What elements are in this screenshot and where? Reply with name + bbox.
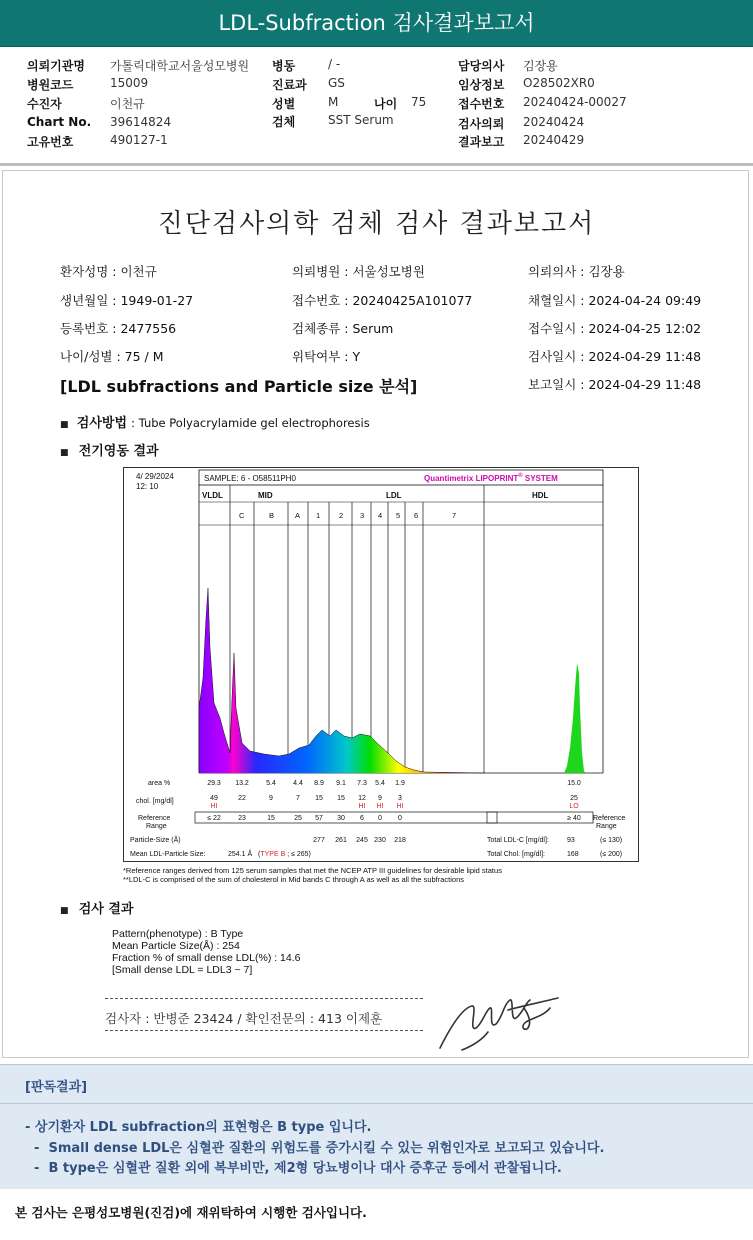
patient-field: 환자성명 : 이천규 (60, 264, 157, 279)
band-c: C (239, 511, 245, 520)
footer-note: 본 검사는 은평성모병원(진검)에 재위탁하여 시행한 검사입니다. (15, 1205, 367, 1220)
patient-field: 검사일시 : 2024-04-29 11:48 (528, 349, 702, 364)
ref-value: 0 (398, 815, 402, 822)
finding-line: - 상기환자 LDL subfraction의 표현형은 B type 입니다. (25, 1120, 372, 1135)
chol-value: 12 (358, 795, 366, 802)
chol-value: 15 (337, 795, 345, 802)
footnote: **LDL-C is comprised of the sum of cholesterol in Mid bands C through A as well as all the subfractions (123, 875, 465, 884)
chol-value: 15 (315, 795, 323, 802)
signature-rule-top (105, 998, 423, 999)
patient-field: 위탁여부 : Y (292, 349, 361, 364)
electrophoresis-trace (199, 588, 586, 773)
chart-footnotes (123, 866, 643, 884)
signature-line: 검사자 : 반병준 23424 / 확인전문의 : 413 이제훈 (105, 1011, 383, 1026)
hdl-chol-value: 25 (570, 795, 578, 802)
ref-value: 15 (267, 815, 275, 822)
particle-size-value: 218 (394, 837, 406, 844)
mean-label: Mean LDL-Particle Size: (130, 851, 206, 858)
ref-value: 25 (294, 815, 302, 822)
ref-value: 57 (315, 815, 323, 822)
hdr-value: SST Serum (328, 113, 394, 127)
hdr-value: 20240424-00027 (523, 95, 627, 109)
mean-type-line: (TYPE B ; ≤ 265) (258, 851, 311, 858)
header-divider (0, 163, 753, 166)
area-label: area % (148, 780, 171, 787)
patient-field: 생년월일 : 1949-01-27 (60, 293, 194, 308)
hdr-label: 접수번호 (458, 97, 505, 111)
band-b: B (269, 511, 275, 520)
report-title-bar (0, 0, 753, 47)
chol-value: 7 (296, 795, 300, 802)
band-mid: MID (258, 491, 273, 500)
hdr-label: 담당의사 (458, 59, 505, 73)
result-item: Fraction % of small dense LDL(%) : 14.6 (112, 952, 301, 964)
signature-rule-bottom (105, 1030, 423, 1031)
hdl-area-value: 15.0 (567, 780, 581, 787)
area-value: 1.9 (395, 780, 405, 787)
area-value: 8.9 (314, 780, 324, 787)
ref-value: ≤ 22 (207, 815, 221, 822)
particle-size-value: 230 (374, 837, 386, 844)
band-hdl: HDL (532, 491, 549, 500)
report-time: 보고일시 : 2024-04-29 11:48 (528, 377, 702, 392)
chart-time: 12: 10 (136, 482, 159, 491)
chol-value: 3 (398, 795, 402, 802)
result-item: [Small dense LDL = LDL3 ~ 7] (112, 964, 253, 976)
patient-field: 의뢰의사 : 김장용 (528, 264, 625, 279)
finding-line: - Small dense LDL은 심혈관 질환의 위험도를 증가시킬 수 있는 위험인자로 보고되고 있습니다. (25, 1141, 605, 1156)
area-value: 4.4 (293, 780, 303, 787)
chart-brand: Quantimetrix LIPOPRINT® SYSTEM (424, 473, 558, 483)
patient-field: 검체종류 : Serum (292, 321, 394, 336)
patient-field: 접수일시 : 2024-04-25 12:02 (528, 321, 702, 336)
hdr-label: 결과보고 (458, 135, 505, 149)
particle-size-value: 245 (356, 837, 368, 844)
lipoprint-table (130, 780, 625, 858)
band-2: 2 (339, 511, 344, 520)
report-sheet-title: 진단검사의학 검체 검사 결과보고서 (157, 209, 596, 239)
electrophoresis-plot (124, 468, 640, 863)
method-label: 검사방법 (76, 416, 128, 431)
hdr-value: 15009 (110, 76, 149, 90)
chol-value: 9 (378, 795, 382, 802)
hdr-value: 20240424 (523, 115, 585, 129)
ref-label-1: Reference (138, 815, 171, 822)
report-title: LDL-Subfraction 검사결과보고서 (218, 11, 535, 35)
particle-size-value: 261 (335, 837, 347, 844)
patient-field: 의뢰병원 : 서울성모병원 (292, 264, 425, 279)
area-value: 5.4 (266, 780, 276, 787)
flag-value: HI (376, 803, 384, 810)
electro-label: 전기영동 결과 (78, 444, 159, 459)
result-label: 검사 결과 (78, 902, 134, 917)
flag-value: HI (210, 803, 218, 810)
ref-value: 0 (378, 815, 382, 822)
hdl-ref-value: ≥ 40 (567, 815, 581, 822)
hdr-value: 이천규 (110, 97, 145, 111)
section-title: [LDL subfractions and Particle size 분석] (60, 377, 418, 396)
finding-line: - B type은 심혈관 질환 외에 복부비만, 제2형 당뇨병이나 대사 증후군 등에서 관찰됩니다. (25, 1161, 562, 1176)
chol-value: 22 (238, 795, 246, 802)
ref-value: 6 (360, 815, 364, 822)
total-chol-value: 168 (567, 851, 579, 858)
particle-label: Particle-Size (Å) (130, 837, 181, 844)
result-item: Pattern(phenotype) : B Type (112, 928, 244, 940)
total-ldl-ref: (≤ 130) (600, 837, 623, 844)
method-value: : Tube Polyacrylamide gel electrophoresis (131, 416, 370, 430)
area-value: 5.4 (375, 780, 385, 787)
band-ldl: LDL (386, 491, 402, 500)
findings-panel (0, 1064, 753, 1189)
particle-size-value: 277 (313, 837, 325, 844)
band-dividers (230, 485, 484, 773)
total-chol-label: Total Chol. [mg/dl]: (487, 851, 545, 858)
hdr-value: 75 (411, 95, 427, 109)
total-ldl-label: Total LDL-C [mg/dl]: (487, 837, 549, 844)
chol-label: chol. [mg/dl] (136, 798, 174, 805)
hdr-label: 검사의뢰 (458, 117, 505, 131)
lipoprint-chart (123, 467, 639, 862)
hdr-value: GS (328, 76, 345, 90)
hdr-label: 나이 (374, 97, 398, 111)
flag-value: HI (396, 803, 404, 810)
ref-value: 23 (238, 815, 246, 822)
chart-date: 4/ 29/2024 (136, 472, 174, 481)
hdr-label: 병원코드 (27, 78, 74, 92)
hdr-label: Chart No. (27, 115, 92, 129)
band-1: 1 (316, 511, 321, 520)
hdr-value: 39614824 (110, 115, 172, 129)
chol-value: 49 (210, 795, 218, 802)
band-vldl: VLDL (202, 491, 223, 500)
hdr-label: 성별 (272, 97, 296, 111)
area-value: 7.3 (357, 780, 367, 787)
ref-label-2: Range (146, 823, 167, 830)
result-line: ■ 검사 결과 (60, 902, 134, 917)
total-ldl-value: 93 (567, 837, 575, 844)
hdr-value: 20240429 (523, 133, 585, 147)
chol-value: 9 (269, 795, 273, 802)
hdr-value: 김장용 (523, 59, 558, 73)
handwritten-signature (432, 988, 562, 1056)
band-sub-labels (239, 511, 456, 520)
patient-field: 접수번호 : 20240425A101077 (292, 293, 473, 308)
findings-header: [판독결과] (25, 1080, 88, 1095)
patient-field: 채혈일시 : 2024-04-24 09:49 (528, 293, 702, 308)
hdr-value: M (328, 95, 339, 109)
hdr-label: 진료과 (272, 78, 307, 92)
hdr-label: 검체 (272, 115, 296, 129)
result-item: Mean Particle Size(Å) : 254 (112, 940, 240, 952)
patient-field: 등록번호 : 2477556 (60, 321, 177, 336)
ref-value: 30 (337, 815, 345, 822)
band-4: 4 (378, 511, 383, 520)
area-value: 9.1 (336, 780, 346, 787)
hdl-flag-value: LO (569, 803, 579, 810)
band-7: 7 (452, 511, 457, 520)
band-6: 6 (414, 511, 419, 520)
hdr-value: O28502XR0 (523, 76, 595, 90)
flag-value: HI (358, 803, 366, 810)
hdr-value: 490127-1 (110, 133, 168, 147)
result-list (112, 928, 301, 976)
band-3: 3 (360, 511, 365, 520)
band-a: A (295, 511, 301, 520)
header-info (0, 50, 753, 162)
hdr-value: 가톨릭대학교서울성모병원 (110, 59, 250, 73)
area-value: 13.2 (235, 780, 249, 787)
method-line: ■ 검사방법 : Tube Polyacrylamide gel electrophoresis (60, 416, 370, 431)
hdr-value: / - (328, 57, 341, 71)
hdr-label: 병동 (272, 59, 296, 73)
ref-right-2: Range (596, 823, 617, 830)
hdr-label: 수진자 (27, 97, 62, 111)
footnote: *Reference ranges derived from 125 serum samples that met the NCEP ATP III guidelines for desirable lipid status (123, 866, 502, 875)
electro-line: ■ 전기영동 결과 (60, 444, 159, 459)
band-5: 5 (396, 511, 401, 520)
hdr-label: 의뢰기관명 (27, 59, 85, 73)
ref-right-1: Reference (593, 815, 626, 822)
mean-value: 254.1 Å (228, 851, 253, 858)
hdr-label: 임상정보 (458, 78, 505, 92)
area-value: 29.3 (207, 780, 221, 787)
hdr-label: 고유번호 (27, 135, 74, 149)
total-chol-ref: (≤ 200) (600, 851, 623, 858)
patient-field: 나이/성별 : 75 / M (60, 349, 164, 364)
chart-sample: SAMPLE: 6 - O58511PH0 (204, 474, 296, 483)
